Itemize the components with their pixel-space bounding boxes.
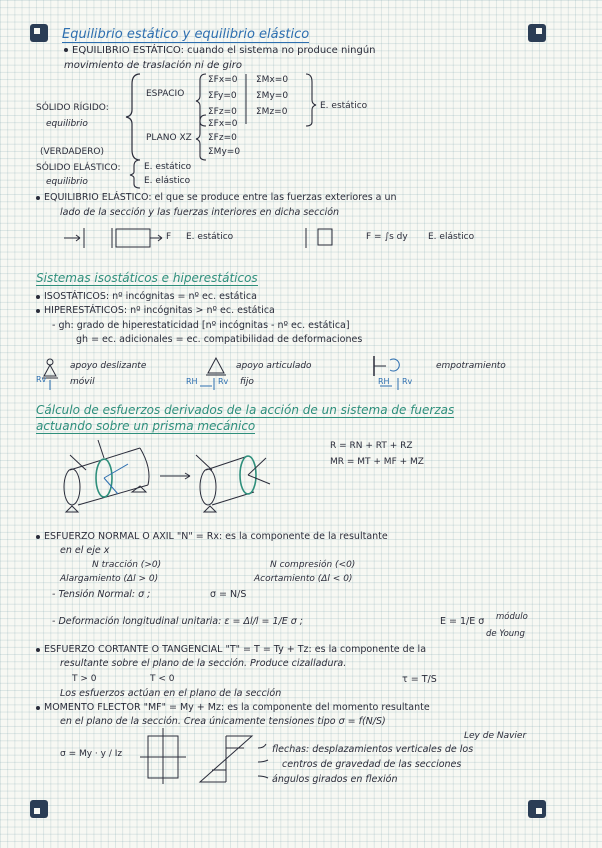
espacio-label: ESPACIO [146, 89, 185, 99]
corner-mark-bottom-left [30, 800, 48, 818]
flechas-label: flechas: desplazamientos verticales de los [272, 744, 474, 755]
m-equation: MR = MT + MF + MZ [330, 457, 424, 467]
momento-flector-line2: en el plano de la sección. Crea únicamente tensiones tipo σ = f(N/S) [60, 716, 386, 727]
rh-label-3: RH [378, 377, 390, 386]
rv-label-1: Rv [36, 375, 47, 384]
section1-title: Equilibrio estático y equilibrio elástico [62, 27, 310, 42]
corner-mark-top-right [528, 24, 546, 42]
apoyo-articulado-label: apoyo articulado [236, 361, 312, 371]
equilibrio-estatico-line1: EQUILIBRIO ESTÁTICO: cuando el sistema no produce ningún [64, 46, 376, 56]
empotramiento-label: empotramiento [436, 361, 506, 371]
section2-title: Sistemas isostáticos e hiperestáticos [36, 271, 258, 285]
epsilon-formula: E = 1/E σ [440, 616, 485, 627]
deformacion-line: - Deformación longitudinal unitaria: ε = Δl/l = 1/E σ ; [52, 616, 303, 627]
e-estatico-label: E. estático [320, 101, 368, 111]
hiperestaticos-line: HIPERESTÁTICOS: nº incógnitas > nº ec. estática [36, 306, 275, 316]
momento-flector-line1: MOMENTO FLECTOR "MF" = My + Mz: es la componente del momento resultante [36, 703, 430, 713]
plano-xz-label: PLANO XZ [146, 133, 192, 143]
tau-formula: τ = T/S [402, 674, 437, 685]
navier-label: Ley de Navier [464, 731, 527, 741]
esfuerzo-cortante-line2: resultante sobre el plano de la sección. Produce cizalladura. [60, 658, 347, 669]
fig-f-label: F [166, 232, 172, 242]
fijo-label: fijo [240, 377, 254, 387]
section3-title-line1: Cálculo de esfuerzos derivados de la acción de un sistema de fuerzas [36, 403, 455, 417]
traccion-label: N tracción (>0) [92, 560, 162, 570]
eq-sum-fy: ΣFy=0 [208, 91, 237, 101]
section3-title-line2: actuando sobre un prisma mecánico [36, 419, 256, 433]
apoyo-deslizante-label: apoyo deslizante [70, 361, 147, 371]
equilibrio-elastico-line2: lado de la sección y las fuerzas interiores en dicha sección [60, 207, 340, 218]
eq-sum-mx: ΣMx=0 [256, 75, 289, 85]
t-negative-label: T < 0 [150, 674, 175, 684]
sigma-my-formula: σ = My · y / Iz [60, 749, 123, 759]
equilibrio-label: equilibrio [46, 119, 88, 129]
r-equation: R = RN + RT + RZ [330, 441, 413, 451]
angulos-label: ángulos girados en flexión [272, 774, 398, 785]
rh-label-2: RH [186, 377, 198, 386]
gh-line1: - gh: grado de hiperestaticidad [nº incógnitas - nº ec. estática] [52, 320, 350, 331]
el-elastico-label: E. elástico [144, 176, 191, 186]
esfuerzo-axil-line2: en el eje x [60, 545, 110, 556]
rv-label-2: Rv [218, 377, 229, 386]
acortamiento-label: Acortamiento (Δl < 0) [254, 574, 353, 584]
young-label: de Young [486, 629, 525, 639]
equilibrio2-label: equilibrio [46, 177, 88, 187]
eq-sum-fx: ΣFx=0 [208, 75, 238, 85]
centros-label: centros de gravedad de las secciones [282, 759, 462, 770]
gh-line2: gh = ec. adicionales = ec. compatibilidad de deformaciones [76, 334, 363, 345]
eq-sum-my: ΣMy=0 [256, 91, 289, 101]
compresion-label: N compresión (<0) [270, 560, 356, 570]
esfuerzo-cortante-line3: Los esfuerzos actúan en el plano de la sección [60, 688, 282, 699]
fig-formula: F = ∫s dy [366, 232, 408, 242]
esfuerzo-cortante-line1: ESFUERZO CORTANTE O TANGENCIAL "T" = T = Ty + Tz: es la componente de la [36, 645, 426, 655]
alargamiento-label: Alargamiento (Δl > 0) [60, 574, 159, 584]
corner-mark-bottom-right [528, 800, 546, 818]
fig-e-estatico-label: E. estático [186, 232, 234, 242]
el-estatico-label: E. estático [144, 162, 192, 172]
tension-normal-label: - Tensión Normal: σ ; [52, 589, 151, 600]
plano-sum-fx: ΣFx=0 [208, 119, 238, 129]
movil-label: móvil [70, 377, 95, 387]
verdadero-label: (VERDADERO) [40, 147, 105, 157]
solido-elastico-label: SÓLIDO ELÁSTICO: [36, 163, 121, 173]
esfuerzo-axil-line1: ESFUERZO NORMAL O AXIL "N" = Rx: es la componente de la resultante [36, 532, 388, 542]
eq-sum-fz: ΣFz=0 [208, 107, 237, 117]
eq-sum-mz: ΣMz=0 [256, 107, 288, 117]
t-positive-label: T > 0 [72, 674, 97, 684]
equilibrio-elastico-line1: EQUILIBRIO ELÁSTICO: el que se produce entre las fuerzas exteriores a un [36, 193, 397, 203]
corner-mark-top-left [30, 24, 48, 42]
modulo-label: módulo [496, 612, 528, 622]
solido-rigido-label: SÓLIDO RÍGIDO: [36, 103, 109, 113]
plano-sum-my: ΣMy=0 [208, 147, 241, 157]
sigma-formula: σ = N/S [210, 589, 247, 600]
rv-label-3: Rv [402, 377, 413, 386]
equilibrio-estatico-line2: movimiento de traslación ni de giro [64, 60, 242, 71]
isostaticos-line: ISOSTÁTICOS: nº incógnitas = nº ec. estática [36, 292, 257, 302]
plano-sum-fz: ΣFz=0 [208, 133, 237, 143]
fig-e-elastico-label: E. elástico [428, 232, 475, 242]
